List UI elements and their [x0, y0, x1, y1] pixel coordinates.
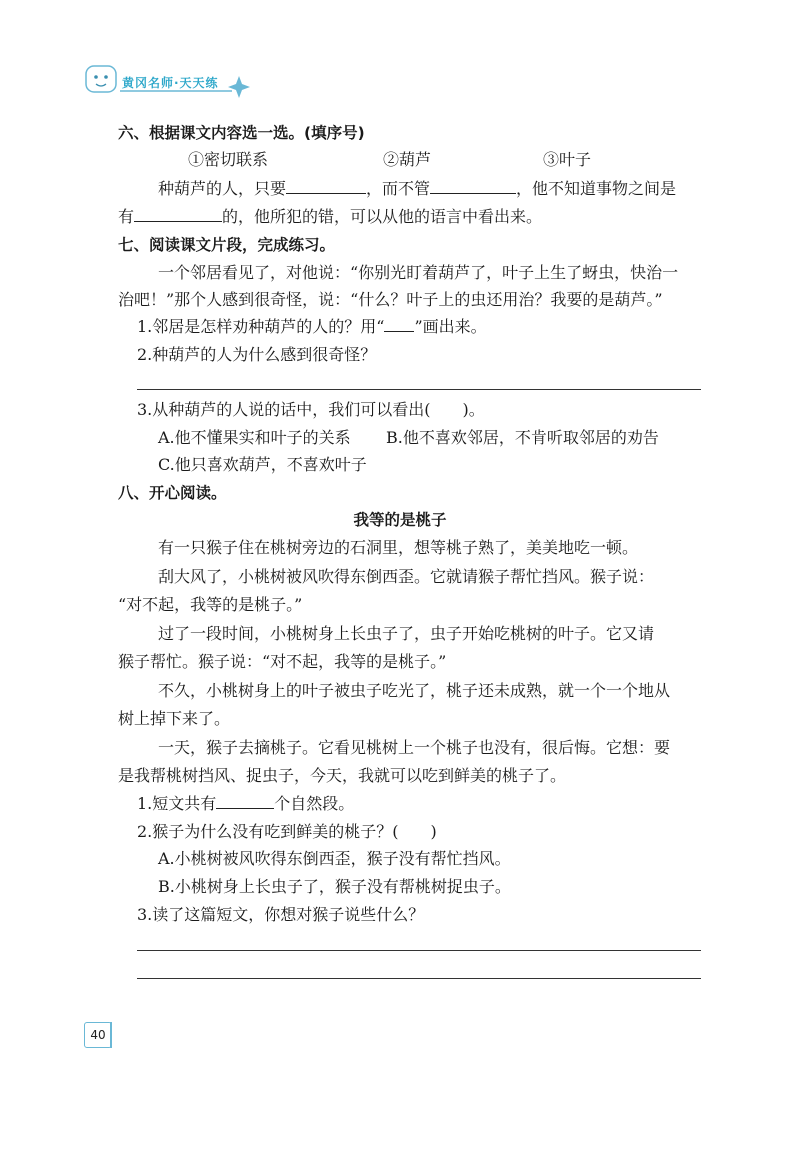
answer-line[interactable]	[137, 389, 701, 390]
story-paragraph-1: 有一只猴子住在桃树旁边的石洞里，想等桃子熟了，美美地吃一顿。	[158, 538, 639, 557]
story-paragraph-5-line-2: 是我帮桃树挡风、捉虫子，今天，我就可以吃到鲜美的桃子了。	[118, 766, 567, 785]
answer-line[interactable]	[137, 978, 701, 979]
section6-title: 六、根据课文内容选一选。(填序号)	[118, 124, 365, 142]
section7-passage-line-1: 一个邻居看见了，对他说：“你别光盯着葫芦了，叶子上生了蚜虫，快治一	[158, 263, 679, 282]
section7-question-1	[137, 313, 487, 341]
blank-paragraph-count[interactable]	[216, 790, 274, 809]
blank-1[interactable]	[286, 175, 366, 194]
section7-passage-line-2: 治吧！”那个人感到很奇怪，说：“什么？叶子上的虫还用治？我要的是葫芦。”	[118, 290, 663, 309]
section7-question-3: 3.从种葫芦的人说的话中，我们可以看出( )。	[137, 400, 485, 419]
text: 种葫芦的人，只要	[158, 179, 287, 198]
section8-title: 八、开心阅读。	[118, 484, 227, 502]
section7-q3-option-a: A.他不懂果实和叶子的关系	[158, 428, 351, 447]
text: 1.邻居是怎样劝种葫芦的人的？用“	[137, 317, 385, 336]
section7-q3-option-c: C.他只喜欢葫芦，不喜欢叶子	[158, 455, 367, 474]
section8-q2-option-a: A.小桃树被风吹得东倒西歪，猴子没有帮忙挡风。	[158, 849, 511, 868]
text: ”画出来。	[414, 317, 487, 336]
answer-line[interactable]	[137, 950, 701, 951]
brand-name: 黄冈名师·天天练	[122, 76, 219, 90]
section6-fill-line-1	[158, 175, 676, 203]
section7-question-2: 2.种葫芦的人为什么感到很奇怪？	[137, 345, 377, 364]
story-paragraph-3-line-2: 猴子帮忙。猴子说：“对不起，我等的是桃子。”	[118, 652, 447, 671]
text: 有	[118, 207, 135, 226]
section6-option-2: ②葫芦	[383, 150, 432, 169]
section6-fill-line-2	[118, 203, 542, 231]
section6-option-3: ③叶子	[543, 150, 592, 169]
section7-title: 七、阅读课文片段，完成练习。	[118, 236, 336, 254]
story-paragraph-2-line-1: 刮大风了，小桃树被风吹得东倒西歪。它就请猴子帮忙挡风。猴子说：	[158, 567, 655, 586]
section7-q3-option-b: B.他不喜欢邻居，不肯听取邻居的劝告	[386, 428, 659, 447]
page-number: 40	[84, 1022, 112, 1048]
story-paragraph-4-line-2: 树上掉下来了。	[118, 709, 231, 728]
section8-question-2: 2.猴子为什么没有吃到鲜美的桃子？( )	[137, 822, 437, 841]
text: 的，他所犯的错，可以从他的语言中看出来。	[222, 207, 543, 226]
header-logo	[84, 62, 254, 98]
page-number-divider	[110, 1022, 112, 1048]
text: ，他不知道事物之间是	[516, 179, 677, 198]
section8-question-3: 3.读了这篇短文，你想对猴子说些什么？	[137, 905, 425, 924]
blank-3[interactable]	[134, 203, 222, 222]
story-paragraph-4-line-1: 不久，小桃树身上的叶子被虫子吃光了，桃子还未成熟，就一个一个地从	[158, 681, 671, 700]
story-paragraph-3-line-1: 过了一段时间，小桃树身上长虫子了，虫子开始吃桃树的叶子。它又请	[158, 624, 655, 643]
section8-q2-option-b: B.小桃树身上长虫子了，猴子没有帮桃树捉虫子。	[158, 877, 511, 896]
blank-2[interactable]	[430, 175, 516, 194]
text: 1.短文共有	[137, 794, 217, 813]
story-title: 我等的是桃子	[353, 511, 447, 529]
section8-question-1	[137, 790, 354, 818]
section6-option-1: ①密切联系	[188, 150, 269, 169]
text: 个自然段。	[274, 794, 355, 813]
underline-sample	[384, 313, 414, 332]
story-paragraph-2-line-2: “对不起，我等的是桃子。”	[118, 595, 303, 614]
text: ，而不管	[366, 179, 431, 198]
story-paragraph-5-line-1: 一天，猴子去摘桃子。它看见桃树上一个桃子也没有，很后悔。它想：要	[158, 738, 671, 757]
